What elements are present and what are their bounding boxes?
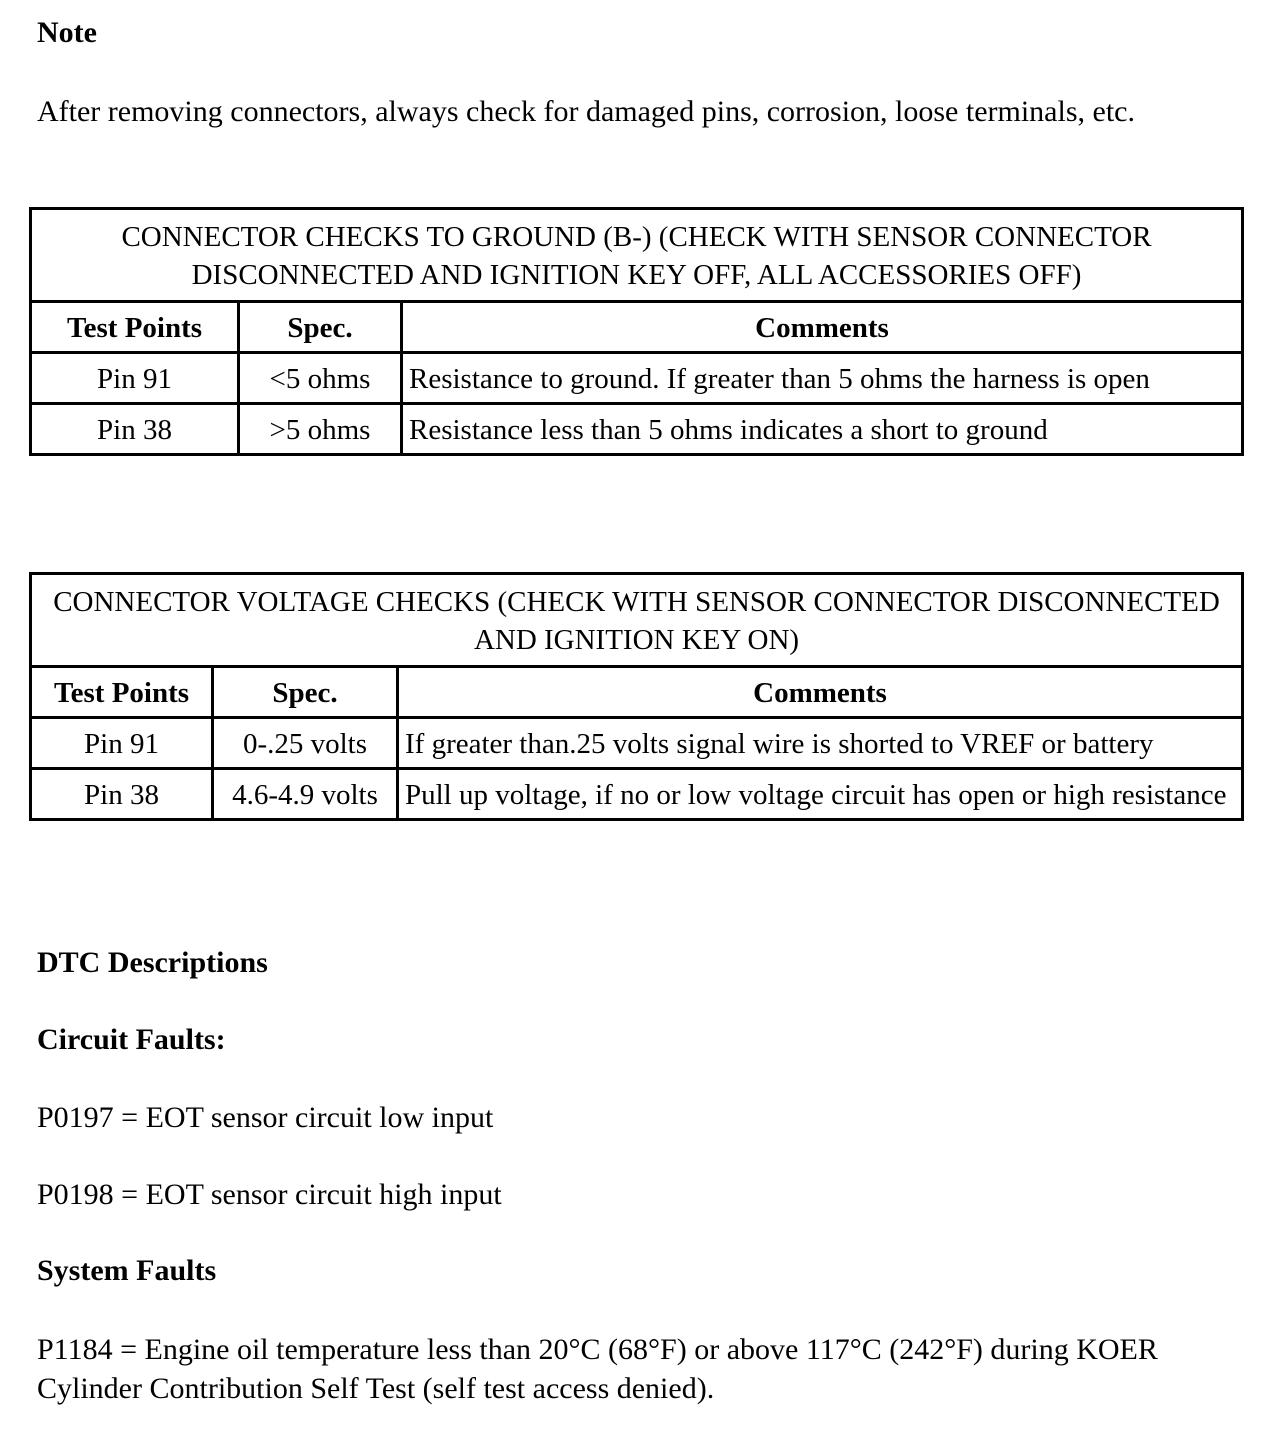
table-row [31,769,1243,820]
column-header-comments: Comments [402,302,1243,353]
spec-cell: >5 ohms [239,404,402,455]
comment-cell: Resistance to ground. If greater than 5 ohms the harness is open [402,353,1243,404]
test-point-cell: Pin 38 [31,769,213,820]
test-point-cell: Pin 91 [31,718,213,769]
circuit-fault-item: P0197 = EOT sensor circuit low input [37,1101,494,1134]
column-header-spec: Spec. [213,667,398,718]
ground-checks-table [29,207,1244,456]
spec-cell: 4.6-4.9 volts [213,769,398,820]
circuit-faults-heading: Circuit Faults: [37,1023,226,1056]
comment-cell: Resistance less than 5 ohms indicates a short to ground [402,404,1243,455]
note-text: After removing connectors, always check for damaged pins, corrosion, loose terminals, etc. [37,95,1135,128]
table-row [31,404,1243,455]
table-title-row [31,209,1243,302]
test-point-cell: Pin 38 [31,404,239,455]
circuit-fault-item: P0198 = EOT sensor circuit high input [37,1178,502,1211]
comment-cell: Pull up voltage, if no or low voltage circuit has open or high resistance [398,769,1243,820]
table-row [31,718,1243,769]
column-header-comments: Comments [398,667,1243,718]
table-title: CONNECTOR VOLTAGE CHECKS (CHECK WITH SENSOR CONNECTOR DISCONNECTED AND IGNITION KEY ON) [31,574,1243,667]
table-title-row [31,574,1243,667]
system-fault-item: P1184 = Engine oil temperature less than 20°C (68°F) or above 117°C (242°F) during KOER Cylinder Contribution Self Test (self test access denied). [37,1333,1158,1405]
column-header-test-points: Test Points [31,302,239,353]
column-header-spec: Spec. [239,302,402,353]
column-header-test-points: Test Points [31,667,213,718]
table-row [31,353,1243,404]
system-faults-heading: System Faults [37,1254,217,1287]
comment-cell: If greater than.25 volts signal wire is shorted to VREF or battery [398,718,1243,769]
spec-cell: <5 ohms [239,353,402,404]
note-heading: Note [37,16,97,49]
table-title: CONNECTOR CHECKS TO GROUND (B-) (CHECK WITH SENSOR CONNECTOR DISCONNECTED AND IGNITION KEY OFF, ALL ACCESSORIES OFF) [31,209,1243,302]
spec-cell: 0-.25 volts [213,718,398,769]
table-header-row [31,302,1243,353]
voltage-checks-table [29,572,1244,821]
dtc-descriptions-heading: DTC Descriptions [37,946,268,979]
table-header-row [31,667,1243,718]
test-point-cell: Pin 91 [31,353,239,404]
